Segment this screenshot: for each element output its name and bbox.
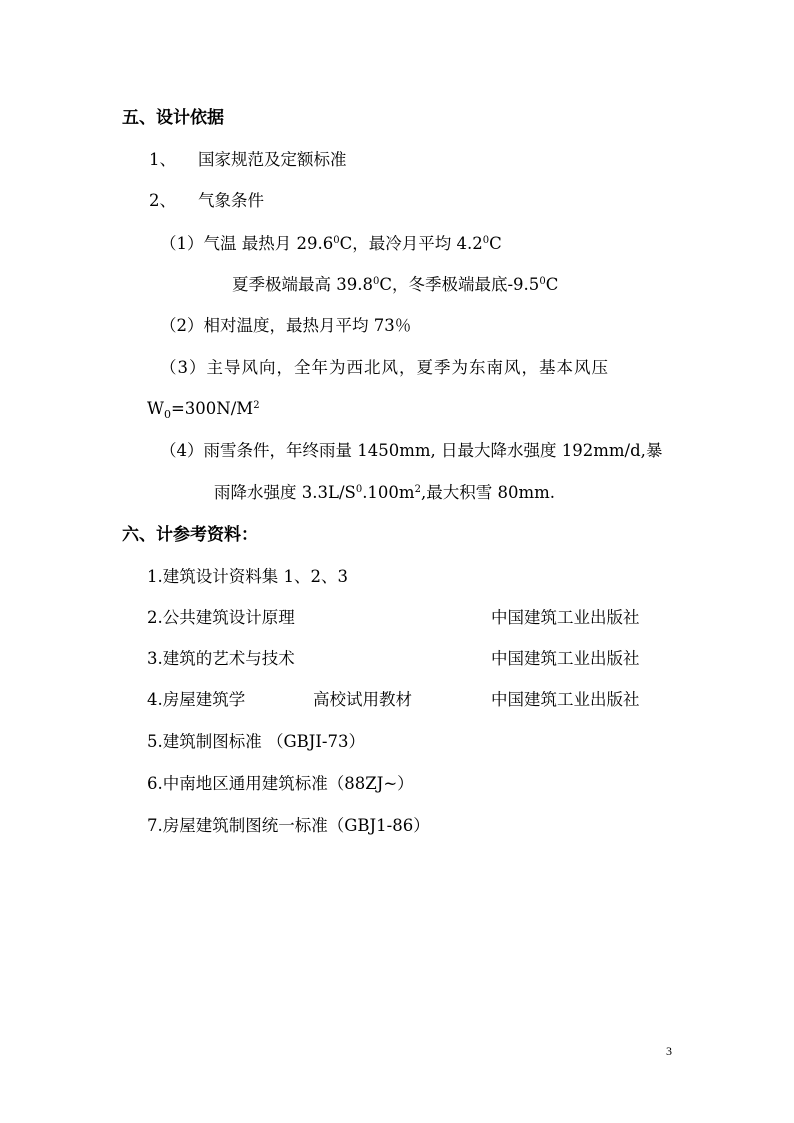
superscript: 2 <box>414 484 421 495</box>
text-part: （1）气温 最热月 29.6 <box>160 234 334 253</box>
reference-item: 5.建筑制图标准 （GBJI-73） <box>147 732 365 751</box>
climate-wind: （3）主导风向，全年为西北风，夏季为东南风，基本风压 <box>160 358 609 377</box>
reference-item <box>147 692 747 709</box>
text-part: 雨降水强度 3.3L/S <box>214 483 356 502</box>
text-part: C，最冷月平均 4.2 <box>339 234 483 253</box>
reference-item <box>147 651 747 668</box>
basis-item-2 <box>149 193 264 210</box>
superscript: 0 <box>539 276 546 287</box>
text-part: C <box>489 234 502 253</box>
item-text: 国家规范及定额标准 <box>198 150 347 169</box>
superscript: 0 <box>333 235 340 246</box>
reference-publisher: 中国建筑工业出版社 <box>491 690 640 709</box>
text-part: .100m <box>362 483 415 502</box>
reference-publisher: 中国建筑工业出版社 <box>491 649 640 668</box>
superscript: 0 <box>372 276 380 287</box>
text-part: C <box>545 275 559 294</box>
climate-humidity: （2）相对温度，最热月平均 73％ <box>160 316 412 335</box>
reference-title: 3.建筑的艺术与技术 <box>147 649 295 668</box>
section-5-heading: 五、设计依据 <box>122 108 224 128</box>
basis-item-1 <box>149 152 347 169</box>
item-number: 2、 <box>149 191 176 210</box>
reference-publisher: 中国建筑工业出版社 <box>491 608 640 627</box>
climate-rainfall: （4）雨雪条件，年终雨量 1450mm, 日最大降水强度 192mm/d,暴 <box>160 441 663 460</box>
text-part: C，冬季极端最底-9.5 <box>379 275 540 294</box>
reference-item: 1.建筑设计资料集 1、2、3 <box>147 567 348 586</box>
superscript: 2 <box>253 400 260 411</box>
page-number: 3 <box>666 1044 672 1058</box>
reference-item <box>147 610 747 627</box>
section-6-heading: 六、计参考资料： <box>122 525 258 545</box>
superscript: 0 <box>355 484 363 495</box>
reference-note: 高校试用教材 <box>313 690 412 709</box>
climate-extremes <box>232 277 558 294</box>
text-part: 夏季极端最高 39.8 <box>232 275 373 294</box>
subscript: 0 <box>163 408 171 421</box>
climate-rain-snow <box>214 485 555 502</box>
text-part: W <box>147 399 164 418</box>
reference-item: 6.中南地区通用建筑标准（88ZJ~） <box>147 774 414 793</box>
climate-temperature <box>160 236 502 253</box>
text-part: =300N/M <box>170 399 254 418</box>
reference-item: 7.房屋建筑制图统一标准（GBJ1-86） <box>147 816 430 835</box>
climate-wind-pressure <box>147 399 260 421</box>
item-number: 1、 <box>149 150 176 169</box>
reference-title: 2.公共建筑设计原理 <box>147 608 295 627</box>
reference-title: 4.房屋建筑学 <box>147 690 246 709</box>
superscript: 0 <box>482 235 490 246</box>
text-part: ,最大积雪 80mm. <box>420 483 555 502</box>
item-text: 气象条件 <box>198 191 264 210</box>
